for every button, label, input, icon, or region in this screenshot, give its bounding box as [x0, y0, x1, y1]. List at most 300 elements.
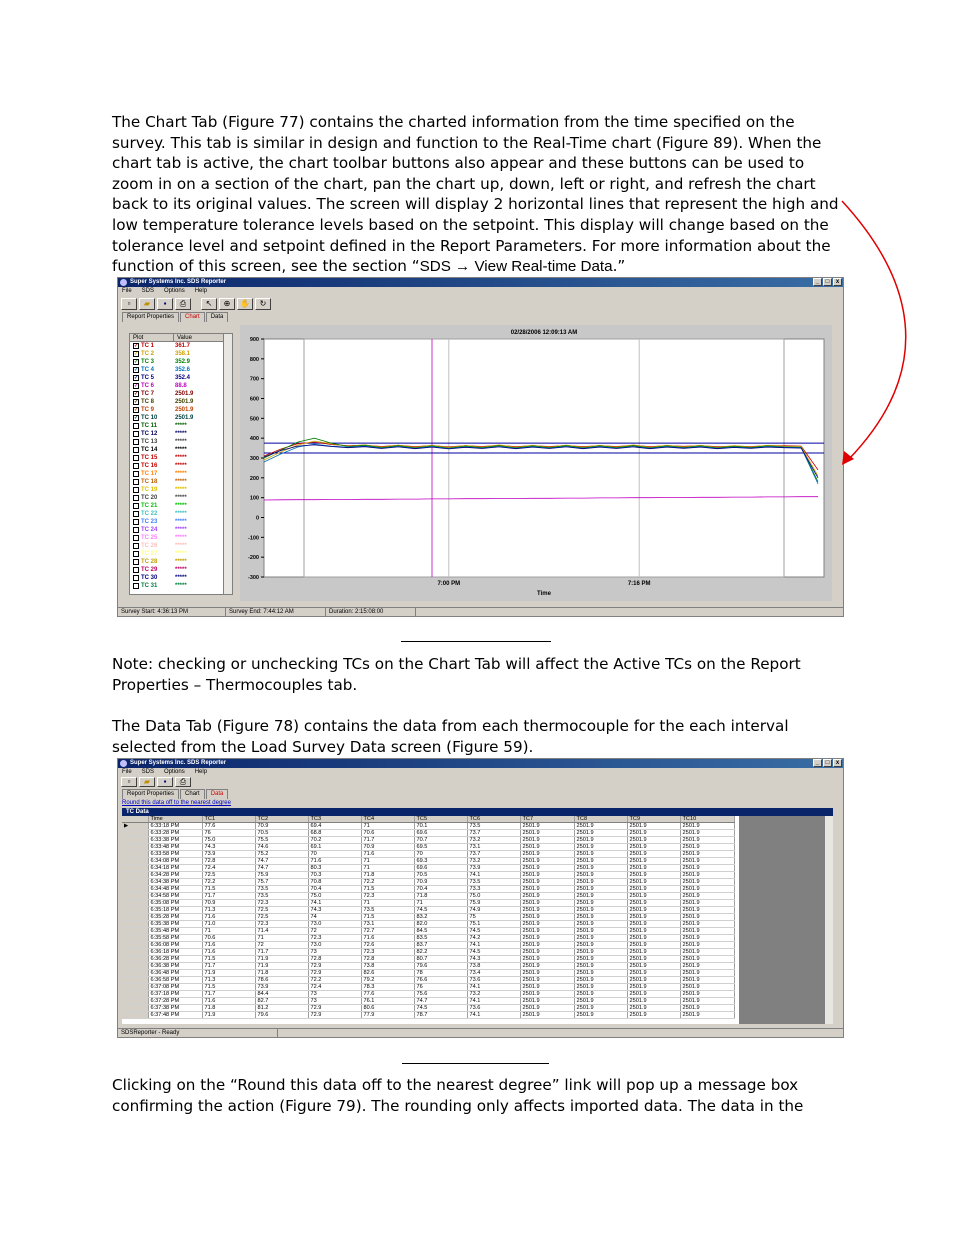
plot-checkbox[interactable]: ✓ — [134, 399, 139, 405]
table-cell[interactable]: 75.6 — [414, 991, 467, 998]
table-cell[interactable]: 2501.9 — [627, 900, 680, 907]
table-cell[interactable]: 71.6 — [202, 914, 255, 921]
table-cell[interactable]: 6:34:48 PM — [148, 886, 202, 893]
plot-row[interactable] — [130, 526, 232, 534]
plot-checkbox[interactable]: ✓ — [134, 375, 139, 381]
table-cell[interactable]: 73.8 — [361, 963, 414, 970]
table-cell[interactable]: 73.3 — [467, 886, 520, 893]
plot-checkbox[interactable] — [133, 535, 139, 541]
table-row[interactable] — [122, 977, 734, 984]
table-cell[interactable]: 2501.9 — [574, 942, 627, 949]
table-cell[interactable]: 72.3 — [255, 900, 308, 907]
table-cell[interactable]: 2501.9 — [520, 893, 574, 900]
table-cell[interactable]: 82.7 — [255, 998, 308, 1005]
table-cell[interactable]: 74.5 — [414, 1005, 467, 1012]
table-cell[interactable]: 72.2 — [308, 977, 361, 984]
table-cell[interactable]: 2501.9 — [627, 935, 680, 942]
plot-row[interactable] — [130, 470, 232, 478]
table-cell[interactable]: 2501.9 — [680, 907, 734, 914]
table-cell[interactable]: 69.6 — [414, 830, 467, 837]
table-cell[interactable]: 83.2 — [414, 914, 467, 921]
table-cell[interactable]: 2501.9 — [627, 823, 680, 830]
table-cell[interactable]: 6:35:28 PM — [148, 914, 202, 921]
plot-checkbox[interactable] — [133, 479, 139, 485]
table-cell[interactable]: 74.5 — [467, 949, 520, 956]
row-selector[interactable] — [122, 970, 148, 977]
round-data-link[interactable]: Round this data off to the nearest degree — [122, 800, 231, 806]
plot-row[interactable] — [130, 422, 232, 430]
table-cell[interactable]: 73.7 — [467, 851, 520, 858]
table-cell[interactable]: 71.7 — [202, 963, 255, 970]
table-cell[interactable]: 6:34:18 PM — [148, 865, 202, 872]
table-cell[interactable]: 71.8 — [414, 893, 467, 900]
table-cell[interactable]: 72.4 — [308, 984, 361, 991]
table-cell[interactable]: 2501.9 — [680, 914, 734, 921]
table-cell[interactable]: 6:37:18 PM — [148, 991, 202, 998]
table-cell[interactable]: 70 — [308, 851, 361, 858]
table-cell[interactable]: 71.8 — [255, 970, 308, 977]
table-cell[interactable]: 2501.9 — [574, 921, 627, 928]
table-cell[interactable]: 2501.9 — [574, 914, 627, 921]
table-cell[interactable]: 6:37:08 PM — [148, 984, 202, 991]
view-realtime-link[interactable]: SDS → View Real-time Data — [419, 258, 613, 276]
plot-checkbox[interactable]: ✓ — [134, 359, 139, 365]
plot-row[interactable] — [130, 374, 232, 382]
table-row[interactable] — [122, 998, 734, 1005]
table-cell[interactable]: 2501.9 — [520, 998, 574, 1005]
table-cell[interactable]: 72.8 — [202, 858, 255, 865]
plot-row[interactable] — [130, 502, 232, 510]
row-selector[interactable] — [122, 886, 148, 893]
table-cell[interactable]: 2501.9 — [627, 977, 680, 984]
table-cell[interactable]: 72.4 — [202, 865, 255, 872]
table-cell[interactable]: 2501.9 — [627, 963, 680, 970]
table-row[interactable] — [122, 851, 734, 858]
plot-row[interactable] — [130, 350, 232, 358]
table-cell[interactable]: 73.0 — [308, 921, 361, 928]
row-selector[interactable] — [122, 830, 148, 837]
plot-row[interactable] — [130, 510, 232, 518]
table-cell[interactable]: 2501.9 — [574, 823, 627, 830]
table-cell[interactable]: 2501.9 — [627, 865, 680, 872]
table-cell[interactable]: 75.0 — [202, 837, 255, 844]
table-cell[interactable]: 2501.9 — [627, 879, 680, 886]
table-cell[interactable]: 69.5 — [414, 844, 467, 851]
table-cell[interactable]: 70.7 — [414, 837, 467, 844]
plot-row[interactable] — [130, 478, 232, 486]
plot-checkbox[interactable] — [133, 447, 139, 453]
table-cell[interactable]: 2501.9 — [574, 858, 627, 865]
close-button[interactable]: x — [833, 278, 842, 286]
table-cell[interactable]: 81.2 — [255, 1005, 308, 1012]
table-cell[interactable]: 2501.9 — [627, 907, 680, 914]
table-cell[interactable]: 2501.9 — [574, 984, 627, 991]
pan-hand-icon[interactable]: ✋ — [237, 298, 253, 310]
table-cell[interactable]: 75.9 — [467, 900, 520, 907]
plot-checkbox[interactable]: ✓ — [134, 407, 139, 413]
table-cell[interactable]: 72.8 — [308, 956, 361, 963]
table-cell[interactable]: 6:36:18 PM — [148, 949, 202, 956]
table-cell[interactable]: 2501.9 — [574, 872, 627, 879]
table-cell[interactable]: 75.9 — [255, 872, 308, 879]
plot-checkbox[interactable]: ✓ — [134, 391, 139, 397]
row-selector[interactable] — [122, 893, 148, 900]
plot-row[interactable] — [130, 446, 232, 454]
table-cell[interactable]: 71.6 — [361, 935, 414, 942]
table-cell[interactable]: 73.2 — [467, 991, 520, 998]
table-cell[interactable]: 74.1 — [308, 900, 361, 907]
plot-checkbox[interactable]: ✓ — [134, 383, 139, 389]
tab-data[interactable]: Data — [206, 312, 229, 322]
table-cell[interactable]: 72.9 — [308, 970, 361, 977]
plot-row[interactable] — [130, 534, 232, 542]
table-cell[interactable]: 72.2 — [361, 879, 414, 886]
table-cell[interactable]: 71.9 — [255, 956, 308, 963]
table-cell[interactable]: 82.0 — [414, 921, 467, 928]
pointer-icon[interactable]: ↖ — [201, 298, 217, 310]
table-cell[interactable]: 71.5 — [202, 886, 255, 893]
table-cell[interactable]: 2501.9 — [680, 942, 734, 949]
table-cell[interactable]: 70.4 — [308, 886, 361, 893]
table-cell[interactable]: 71.5 — [202, 956, 255, 963]
table-cell[interactable]: 2501.9 — [680, 900, 734, 907]
plot-row[interactable] — [130, 366, 232, 374]
table-row[interactable] — [122, 935, 734, 942]
table-cell[interactable]: 2501.9 — [680, 935, 734, 942]
row-selector[interactable] — [122, 865, 148, 872]
table-cell[interactable]: 2501.9 — [627, 928, 680, 935]
table-cell[interactable]: 6:37:38 PM — [148, 1005, 202, 1012]
table-cell[interactable]: 73.6 — [467, 1005, 520, 1012]
table-cell[interactable]: 2501.9 — [680, 886, 734, 893]
row-selector[interactable] — [122, 984, 148, 991]
menu-file[interactable]: File — [122, 288, 132, 294]
plot-checkbox[interactable] — [133, 575, 139, 581]
table-cell[interactable]: 74.1 — [467, 984, 520, 991]
table-cell[interactable]: 70.9 — [414, 879, 467, 886]
table-cell[interactable]: 70.6 — [202, 935, 255, 942]
row-selector[interactable] — [122, 837, 148, 844]
table-cell[interactable]: 70.8 — [308, 879, 361, 886]
table-cell[interactable]: 82.6 — [361, 970, 414, 977]
row-selector[interactable] — [122, 949, 148, 956]
table-cell[interactable]: 2501.9 — [520, 991, 574, 998]
table-cell[interactable]: 2501.9 — [520, 865, 574, 872]
row-selector[interactable] — [122, 935, 148, 942]
table-cell[interactable]: 2501.9 — [627, 858, 680, 865]
table-cell[interactable]: 2501.9 — [574, 830, 627, 837]
table-cell[interactable]: 70.9 — [202, 900, 255, 907]
table-row[interactable] — [122, 837, 734, 844]
table-cell[interactable]: 2501.9 — [627, 1005, 680, 1012]
table-cell[interactable]: 74.7 — [255, 865, 308, 872]
table-cell[interactable]: 75.2 — [255, 851, 308, 858]
plot-checkbox[interactable] — [133, 471, 139, 477]
table-cell[interactable]: 83.7 — [414, 942, 467, 949]
table-cell[interactable]: 78.3 — [361, 984, 414, 991]
table-cell[interactable]: 2501.9 — [520, 858, 574, 865]
plot-checkbox[interactable] — [133, 559, 139, 565]
table-cell[interactable]: 75.5 — [255, 837, 308, 844]
table-cell[interactable]: 73 — [308, 998, 361, 1005]
table-cell[interactable]: 70.2 — [308, 837, 361, 844]
table-cell[interactable]: 2501.9 — [627, 830, 680, 837]
table-cell[interactable]: 71.9 — [255, 963, 308, 970]
table-cell[interactable]: 74.1 — [467, 1012, 520, 1019]
table-cell[interactable]: 73.7 — [467, 830, 520, 837]
table-cell[interactable]: 80.6 — [361, 1005, 414, 1012]
table-cell[interactable]: 72.6 — [361, 942, 414, 949]
table-cell[interactable]: 73.0 — [308, 942, 361, 949]
column-header[interactable]: TC7 — [520, 816, 574, 823]
plot-checkbox[interactable] — [133, 495, 139, 501]
table-row[interactable] — [122, 858, 734, 865]
table-cell[interactable]: 2501.9 — [574, 928, 627, 935]
table-cell[interactable]: 71.6 — [202, 942, 255, 949]
menu-help[interactable]: Help — [194, 288, 208, 294]
table-cell[interactable]: 2501.9 — [627, 949, 680, 956]
table-cell[interactable]: 73.5 — [255, 886, 308, 893]
table-cell[interactable]: 2501.9 — [520, 956, 574, 963]
plot-checkbox[interactable] — [133, 439, 139, 445]
table-cell[interactable]: 2501.9 — [520, 921, 574, 928]
table-cell[interactable]: 2501.9 — [574, 991, 627, 998]
row-selector[interactable] — [122, 844, 148, 851]
table-row[interactable] — [122, 830, 734, 837]
table-cell[interactable]: 71.5 — [361, 886, 414, 893]
table-cell[interactable]: 6:35:18 PM — [148, 907, 202, 914]
column-header[interactable]: TC8 — [574, 816, 627, 823]
table-cell[interactable]: 2501.9 — [627, 851, 680, 858]
grid-scrollbar[interactable] — [824, 816, 833, 1024]
plot-checkbox[interactable] — [133, 423, 139, 429]
table-cell[interactable]: 73.2 — [467, 858, 520, 865]
table-cell[interactable]: 72.7 — [361, 928, 414, 935]
table-row[interactable] — [122, 928, 734, 935]
menu-sds[interactable]: SDS — [141, 769, 155, 775]
table-cell[interactable]: 2501.9 — [574, 851, 627, 858]
table-cell[interactable]: 2501.9 — [574, 977, 627, 984]
table-row[interactable] — [122, 907, 734, 914]
save-icon[interactable]: ▪ — [157, 298, 173, 310]
table-cell[interactable]: 71.7 — [361, 837, 414, 844]
table-cell[interactable]: 6:36:08 PM — [148, 942, 202, 949]
plot-row[interactable] — [130, 430, 232, 438]
plot-checkbox[interactable] — [133, 567, 139, 573]
table-cell[interactable]: 70.1 — [414, 823, 467, 830]
row-selector[interactable] — [122, 921, 148, 928]
table-cell[interactable]: 2501.9 — [520, 900, 574, 907]
row-selector[interactable] — [122, 977, 148, 984]
table-cell[interactable]: 80.3 — [308, 865, 361, 872]
table-cell[interactable]: 68.8 — [308, 830, 361, 837]
table-cell[interactable]: 70.9 — [255, 823, 308, 830]
table-cell[interactable]: 2501.9 — [574, 970, 627, 977]
table-cell[interactable]: 71.8 — [202, 1005, 255, 1012]
menu-options[interactable]: Options — [164, 769, 185, 775]
plot-checkbox[interactable]: ✓ — [134, 367, 139, 373]
plot-row[interactable] — [130, 486, 232, 494]
table-cell[interactable]: 2501.9 — [680, 865, 734, 872]
row-selector[interactable] — [122, 879, 148, 886]
table-cell[interactable]: 2501.9 — [627, 914, 680, 921]
temperature-chart[interactable] — [240, 325, 832, 601]
tab-data[interactable]: Data — [206, 789, 229, 799]
table-cell[interactable]: 72.5 — [202, 872, 255, 879]
table-cell[interactable]: 2501.9 — [520, 830, 574, 837]
table-cell[interactable]: 2501.9 — [627, 921, 680, 928]
row-selector[interactable] — [122, 963, 148, 970]
plot-checkbox[interactable] — [133, 551, 139, 557]
plot-row[interactable] — [130, 454, 232, 462]
table-cell[interactable]: 79.2 — [361, 977, 414, 984]
table-cell[interactable]: 2501.9 — [520, 942, 574, 949]
table-cell[interactable]: 74.7 — [414, 998, 467, 1005]
column-header[interactable]: TC9 — [627, 816, 680, 823]
plot-row[interactable] — [130, 582, 232, 590]
table-cell[interactable]: 72.3 — [361, 893, 414, 900]
table-cell[interactable]: 2501.9 — [574, 879, 627, 886]
table-cell[interactable]: 72.3 — [255, 921, 308, 928]
table-cell[interactable]: 73.9 — [467, 865, 520, 872]
print-icon[interactable]: ⎙ — [175, 777, 191, 787]
table-cell[interactable]: 71.6 — [202, 998, 255, 1005]
table-cell[interactable]: 2501.9 — [520, 1005, 574, 1012]
table-cell[interactable]: 72.5 — [255, 907, 308, 914]
plot-row[interactable] — [130, 342, 232, 350]
minimize-button[interactable]: _ — [813, 278, 822, 286]
table-cell[interactable]: 73.2 — [467, 837, 520, 844]
table-cell[interactable]: 2501.9 — [520, 970, 574, 977]
plot-list-scrollbar[interactable] — [223, 334, 232, 594]
table-cell[interactable]: 2501.9 — [574, 1005, 627, 1012]
table-cell[interactable]: 72.9 — [308, 963, 361, 970]
table-cell[interactable]: 2501.9 — [520, 837, 574, 844]
table-cell[interactable]: 77.6 — [202, 823, 255, 830]
table-cell[interactable]: 74.3 — [308, 907, 361, 914]
table-cell[interactable]: 2501.9 — [520, 886, 574, 893]
table-cell[interactable]: 75.0 — [308, 893, 361, 900]
table-row[interactable] — [122, 984, 734, 991]
table-cell[interactable]: 6:35:58 PM — [148, 935, 202, 942]
table-cell[interactable]: 2501.9 — [680, 844, 734, 851]
table-cell[interactable]: 2501.9 — [680, 977, 734, 984]
table-cell[interactable]: 2501.9 — [627, 984, 680, 991]
close-button[interactable]: x — [833, 759, 842, 767]
table-row[interactable] — [122, 844, 734, 851]
table-cell[interactable]: 82.2 — [414, 949, 467, 956]
table-cell[interactable]: 73.5 — [467, 879, 520, 886]
table-cell[interactable]: 2501.9 — [680, 970, 734, 977]
plot-checkbox[interactable] — [133, 527, 139, 533]
plot-row[interactable] — [130, 494, 232, 502]
table-cell[interactable]: 75.1 — [467, 921, 520, 928]
table-cell[interactable]: 73.1 — [467, 844, 520, 851]
row-selector[interactable] — [122, 914, 148, 921]
table-cell[interactable]: 6:36:38 PM — [148, 963, 202, 970]
column-header[interactable]: TC6 — [467, 816, 520, 823]
table-cell[interactable]: 6:35:08 PM — [148, 900, 202, 907]
table-cell[interactable]: 2501.9 — [680, 984, 734, 991]
table-cell[interactable]: 6:34:38 PM — [148, 879, 202, 886]
plot-row[interactable] — [130, 542, 232, 550]
table-cell[interactable]: 73.6 — [467, 977, 520, 984]
plot-row[interactable] — [130, 574, 232, 582]
table-cell[interactable]: 71.0 — [202, 921, 255, 928]
table-row[interactable] — [122, 991, 734, 998]
tab-chart[interactable]: Chart — [180, 312, 205, 322]
table-cell[interactable]: 2501.9 — [627, 893, 680, 900]
table-cell[interactable]: 74 — [308, 914, 361, 921]
table-cell[interactable]: 84.4 — [255, 991, 308, 998]
tab-report-properties[interactable]: Report Properties — [122, 789, 179, 799]
table-cell[interactable]: 2501.9 — [574, 963, 627, 970]
plot-checkbox[interactable] — [133, 543, 139, 549]
row-selector[interactable] — [122, 928, 148, 935]
table-row[interactable] — [122, 921, 734, 928]
table-cell[interactable]: 71 — [255, 935, 308, 942]
table-cell[interactable]: 72.3 — [308, 935, 361, 942]
column-header[interactable]: TC10 — [680, 816, 734, 823]
table-cell[interactable]: 78.6 — [255, 977, 308, 984]
table-cell[interactable]: 78 — [414, 970, 467, 977]
table-cell[interactable]: 6:35:38 PM — [148, 921, 202, 928]
table-cell[interactable]: 76 — [202, 830, 255, 837]
table-cell[interactable]: 2501.9 — [680, 956, 734, 963]
table-cell[interactable]: 72.9 — [308, 1005, 361, 1012]
row-selector[interactable] — [122, 851, 148, 858]
table-cell[interactable]: 73 — [308, 949, 361, 956]
table-cell[interactable]: 76 — [414, 984, 467, 991]
table-cell[interactable]: 2501.9 — [680, 921, 734, 928]
plot-column-header[interactable]: Plot — [130, 334, 174, 341]
tab-report-properties[interactable]: Report Properties — [122, 312, 179, 322]
table-cell[interactable]: 2501.9 — [680, 963, 734, 970]
table-cell[interactable]: 69.3 — [414, 858, 467, 865]
table-cell[interactable]: 79.6 — [255, 1012, 308, 1019]
table-cell[interactable]: 6:34:08 PM — [148, 858, 202, 865]
table-cell[interactable]: 70.5 — [255, 830, 308, 837]
table-cell[interactable]: 71.5 — [202, 984, 255, 991]
table-cell[interactable]: 6:37:28 PM — [148, 998, 202, 1005]
plot-checkbox[interactable] — [133, 455, 139, 461]
table-cell[interactable]: 73.5 — [467, 823, 520, 830]
menu-sds[interactable]: SDS — [141, 288, 155, 294]
table-cell[interactable]: 73.1 — [361, 921, 414, 928]
new-icon[interactable]: ▫ — [121, 298, 137, 310]
table-cell[interactable]: 69.4 — [308, 823, 361, 830]
table-cell[interactable]: 80.7 — [414, 956, 467, 963]
table-cell[interactable]: 6:33:58 PM — [148, 851, 202, 858]
row-selector[interactable] — [122, 1005, 148, 1012]
table-cell[interactable]: 2501.9 — [574, 893, 627, 900]
row-selector[interactable] — [122, 942, 148, 949]
table-cell[interactable]: 72 — [255, 942, 308, 949]
table-row[interactable] — [122, 893, 734, 900]
table-cell[interactable]: 74.1 — [467, 942, 520, 949]
table-cell[interactable]: 6:33:38 PM — [148, 837, 202, 844]
table-cell[interactable]: 2501.9 — [574, 1012, 627, 1019]
maximize-button[interactable]: □ — [823, 278, 832, 286]
table-cell[interactable]: 74.5 — [467, 928, 520, 935]
table-cell[interactable]: 71.6 — [202, 949, 255, 956]
row-selector[interactable] — [122, 991, 148, 998]
table-cell[interactable]: 2501.9 — [680, 1005, 734, 1012]
table-cell[interactable]: 2501.9 — [627, 886, 680, 893]
plot-row[interactable] — [130, 390, 232, 398]
table-cell[interactable]: 6:36:28 PM — [148, 956, 202, 963]
table-cell[interactable]: 2501.9 — [627, 1012, 680, 1019]
